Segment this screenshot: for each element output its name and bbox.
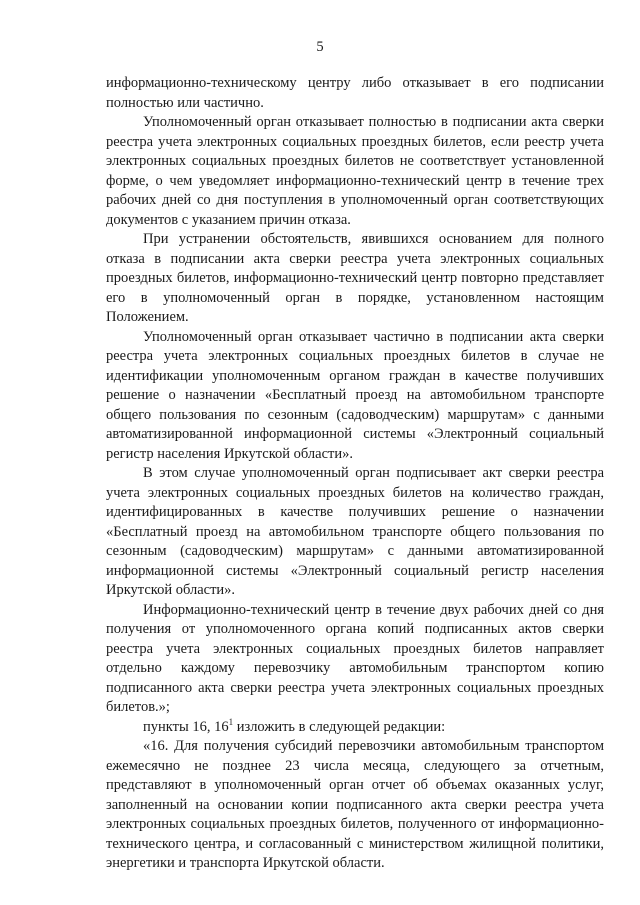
page-number: 5	[316, 39, 324, 55]
paragraph-itc-distribution: Информационно-технический центр в течение двух рабочих дней со дня получения от уполномоченного органа копий подписанных актов сверки реестра учета электронных социальных проездных билетов направляет отдельно каждому перевозчику автомобильным транспортом копию подписанного акта сверки реестра учета электронных социальных проездных билетов.»;	[106, 601, 604, 715]
paragraph-points-intro	[106, 718, 604, 738]
points-intro-superscript: 1	[228, 716, 234, 727]
paragraph-continuation: информационно-техническому центру либо отказывает в его подписании полностью или частично.	[106, 75, 604, 111]
paragraph-full-refusal: Уполномоченный орган отказывает полностью в подписании акта сверки реестра учета электронных социальных проездных билетов, если реестр учета электронных социальных проездных билетов не соответствует установленной форме, о чем уведомляет информационно-технический центр в течение трех рабочих дней со дня поступления в уполномоченный орган соответствующих документов с указанием причин отказа.	[106, 114, 604, 228]
document-body	[106, 74, 604, 874]
paragraph-partial-refusal: Уполномоченный орган отказывает частично в подписании акта сверки реестра учета электронных социальных проездных билетов в случае не идентификации уполномоченным органом граждан в качестве получивших решение о назначении «Бесплатный проезд на автомобильном транспорте общего пользования по сезонным (садоводческим) маршрутам» с данными автоматизированной информационной системы «Электронный социальный регистр населения Иркутской области».	[106, 328, 604, 462]
paragraph-point-16: «16. Для получения субсидий перевозчики автомобильным транспортом ежемесячно не позднее 23 числа месяца, следующего за отчетным, представляют в уполномоченный орган отчет об объемах оказанных услуг, заполненный на основании копии подписанного акта сверки реестра учета электронных социальных проездных билетов, полученного от информационно-технического центра, и согласованный с министерством жилищной политики, энергетики и транспорта Иркутской области.	[106, 738, 604, 871]
points-intro-after: изложить в следующей редакции:	[233, 718, 446, 735]
paragraph-partial-signing: В этом случае уполномоченный орган подписывает акт сверки реестра учета электронных социальных проездных билетов на количество граждан, идентифицированных в качестве получивших решение о назначении «Бесплатный проезд на автомобильном транспорте общего пользования по сезонным (садоводческим) маршрутам» с данными автоматизированной информационной системы «Электронный социальный регистр населения Иркутской области».	[106, 465, 604, 598]
points-intro-before: пункты 16, 16	[143, 718, 229, 735]
paragraph-resubmission: При устранении обстоятельств, явившихся основанием для полного отказа в подписании акта сверки реестра учета электронных социальных проездных билетов, информационно-технический центр повторно представляет его в уполномоченный орган в порядке, установленном настоящим Положением.	[106, 231, 604, 325]
